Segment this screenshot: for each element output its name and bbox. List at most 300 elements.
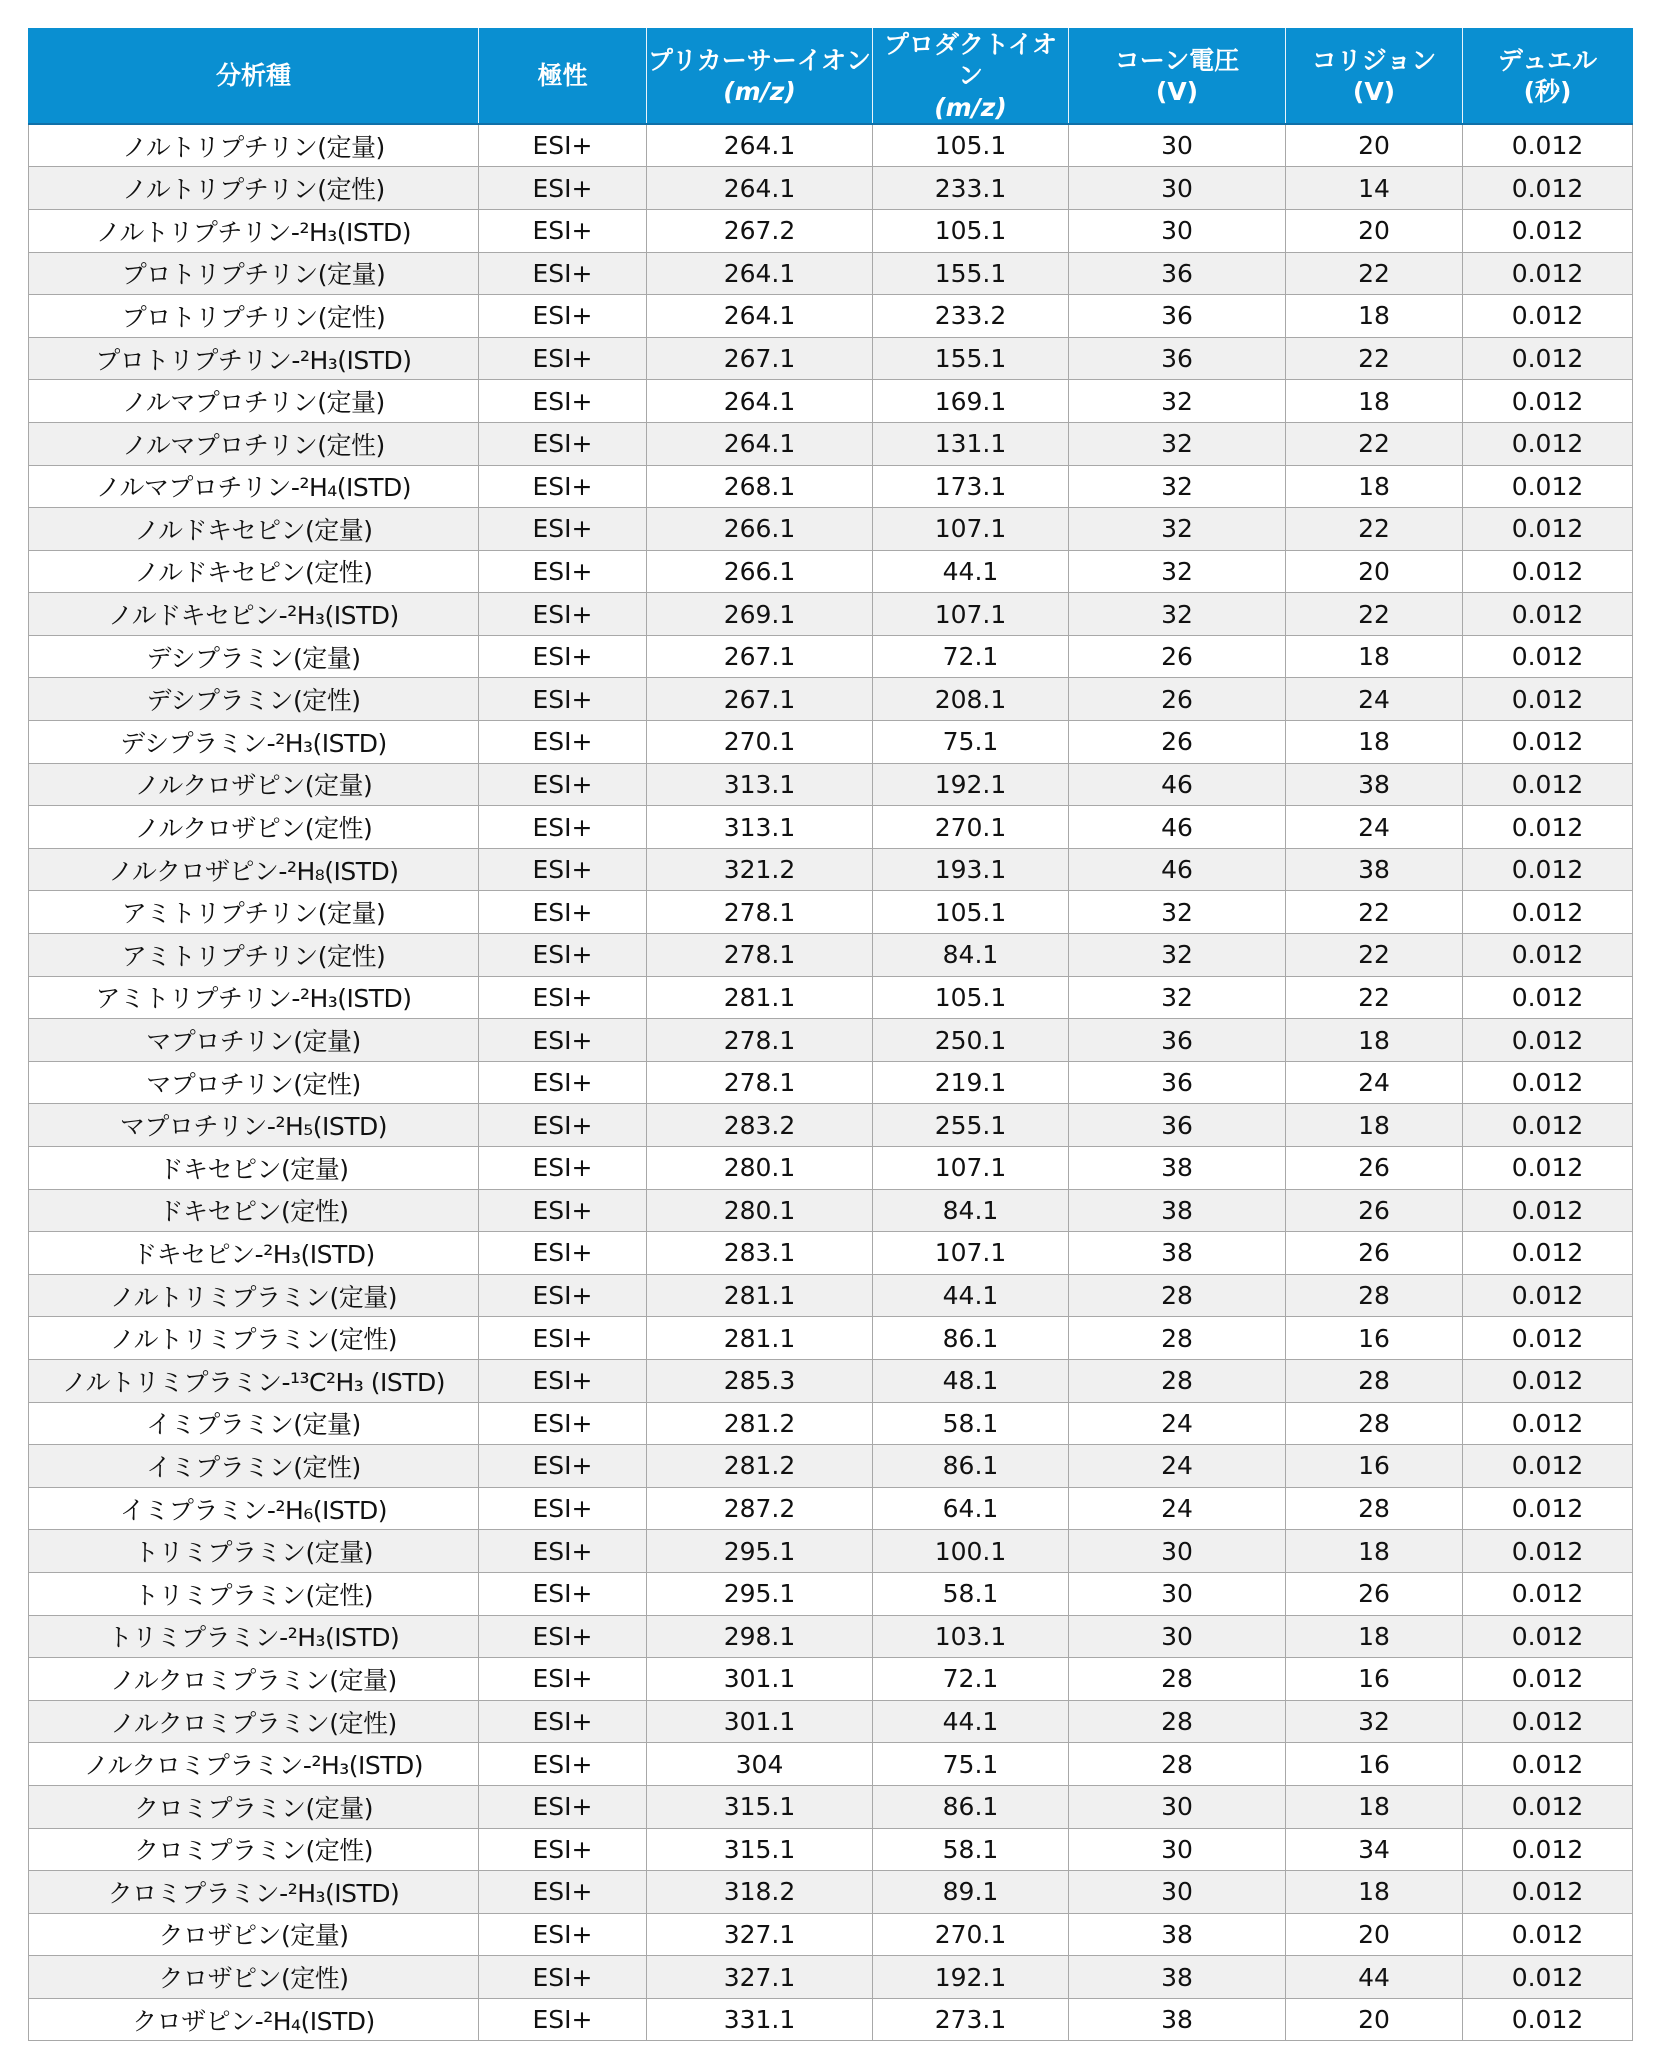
cell-dwell-time: 0.012 xyxy=(1463,508,1633,551)
cell-collision-energy: 22 xyxy=(1286,976,1463,1019)
cell-polarity: ESI+ xyxy=(479,1487,647,1530)
table-row xyxy=(29,1359,1633,1402)
cell-collision-energy: 20 xyxy=(1286,1998,1463,2041)
cell-collision-energy: 18 xyxy=(1286,1871,1463,1914)
cell-dwell-time: 0.012 xyxy=(1463,1615,1633,1658)
cell-dwell-time: 0.012 xyxy=(1463,1019,1633,1062)
cell-product-mz: 233.1 xyxy=(873,167,1069,210)
header-label: プロダクトイオン xyxy=(883,30,1057,91)
cell-product-mz: 270.1 xyxy=(873,1913,1069,1956)
table-body xyxy=(29,124,1633,2041)
cell-product-mz: 44.1 xyxy=(873,1700,1069,1743)
cell-polarity: ESI+ xyxy=(479,508,647,551)
table-row xyxy=(29,1615,1633,1658)
header-unit: (秒) xyxy=(1523,76,1572,106)
cell-product-mz: 75.1 xyxy=(873,721,1069,764)
cell-precursor-mz: 280.1 xyxy=(647,1147,873,1190)
cell-polarity: ESI+ xyxy=(479,763,647,806)
cell-cone-voltage: 36 xyxy=(1069,1104,1286,1147)
cell-product-mz: 155.1 xyxy=(873,337,1069,380)
cell-precursor-mz: 281.1 xyxy=(647,1317,873,1360)
cell-product-mz: 103.1 xyxy=(873,1615,1069,1658)
cell-analyte: アミトリプチリン-²H₃(ISTD) xyxy=(29,976,479,1019)
cell-precursor-mz: 270.1 xyxy=(647,721,873,764)
cell-precursor-mz: 281.2 xyxy=(647,1445,873,1488)
cell-cone-voltage: 36 xyxy=(1069,1061,1286,1104)
cell-precursor-mz: 278.1 xyxy=(647,891,873,934)
cell-precursor-mz: 267.2 xyxy=(647,209,873,252)
cell-cone-voltage: 30 xyxy=(1069,124,1286,167)
table-row xyxy=(29,806,1633,849)
cell-product-mz: 86.1 xyxy=(873,1445,1069,1488)
cell-collision-energy: 20 xyxy=(1286,209,1463,252)
cell-analyte: プロトリプチリン(定量) xyxy=(29,252,479,295)
cell-dwell-time: 0.012 xyxy=(1463,1445,1633,1488)
cell-collision-energy: 18 xyxy=(1286,721,1463,764)
cell-cone-voltage: 26 xyxy=(1069,678,1286,721)
header-label: コリジョン xyxy=(1311,45,1437,75)
cell-precursor-mz: 321.2 xyxy=(647,848,873,891)
cell-product-mz: 86.1 xyxy=(873,1785,1069,1828)
cell-polarity: ESI+ xyxy=(479,1956,647,1999)
header-cone-voltage xyxy=(1069,29,1286,124)
cell-product-mz: 192.1 xyxy=(873,1956,1069,1999)
cell-cone-voltage: 28 xyxy=(1069,1743,1286,1786)
cell-cone-voltage: 46 xyxy=(1069,848,1286,891)
cell-polarity: ESI+ xyxy=(479,209,647,252)
cell-product-mz: 169.1 xyxy=(873,380,1069,423)
header-polarity xyxy=(479,29,647,124)
cell-cone-voltage: 32 xyxy=(1069,934,1286,977)
header-label: コーン電圧 xyxy=(1114,45,1240,75)
table-row xyxy=(29,1572,1633,1615)
cell-collision-energy: 16 xyxy=(1286,1743,1463,1786)
cell-collision-energy: 22 xyxy=(1286,252,1463,295)
cell-collision-energy: 18 xyxy=(1286,635,1463,678)
cell-product-mz: 173.1 xyxy=(873,465,1069,508)
cell-dwell-time: 0.012 xyxy=(1463,763,1633,806)
cell-dwell-time: 0.012 xyxy=(1463,1700,1633,1743)
cell-cone-voltage: 24 xyxy=(1069,1487,1286,1530)
cell-product-mz: 107.1 xyxy=(873,1232,1069,1275)
cell-cone-voltage: 30 xyxy=(1069,1871,1286,1914)
cell-cone-voltage: 28 xyxy=(1069,1317,1286,1360)
cell-product-mz: 155.1 xyxy=(873,252,1069,295)
cell-dwell-time: 0.012 xyxy=(1463,934,1633,977)
cell-collision-energy: 18 xyxy=(1286,380,1463,423)
cell-precursor-mz: 283.1 xyxy=(647,1232,873,1275)
cell-cone-voltage: 30 xyxy=(1069,1530,1286,1573)
cell-analyte: アミトリプチリン(定量) xyxy=(29,891,479,934)
table-row xyxy=(29,1019,1633,1062)
cell-dwell-time: 0.012 xyxy=(1463,1189,1633,1232)
cell-polarity: ESI+ xyxy=(479,295,647,338)
table-row xyxy=(29,1274,1633,1317)
cell-collision-energy: 22 xyxy=(1286,593,1463,636)
table-row xyxy=(29,1743,1633,1786)
cell-collision-energy: 38 xyxy=(1286,763,1463,806)
cell-polarity: ESI+ xyxy=(479,1019,647,1062)
cell-cone-voltage: 28 xyxy=(1069,1274,1286,1317)
cell-dwell-time: 0.012 xyxy=(1463,1658,1633,1701)
cell-polarity: ESI+ xyxy=(479,1530,647,1573)
table-row xyxy=(29,1956,1633,1999)
cell-product-mz: 58.1 xyxy=(873,1402,1069,1445)
table-row xyxy=(29,934,1633,977)
cell-product-mz: 48.1 xyxy=(873,1359,1069,1402)
table-row xyxy=(29,1658,1633,1701)
cell-precursor-mz: 268.1 xyxy=(647,465,873,508)
cell-collision-energy: 22 xyxy=(1286,891,1463,934)
cell-collision-energy: 24 xyxy=(1286,1061,1463,1104)
mrm-parameter-table-container xyxy=(28,28,1632,2041)
cell-polarity: ESI+ xyxy=(479,124,647,167)
cell-collision-energy: 18 xyxy=(1286,1615,1463,1658)
cell-dwell-time: 0.012 xyxy=(1463,1359,1633,1402)
mrm-parameter-table xyxy=(28,28,1633,2041)
cell-collision-energy: 32 xyxy=(1286,1700,1463,1743)
cell-precursor-mz: 301.1 xyxy=(647,1658,873,1701)
cell-product-mz: 208.1 xyxy=(873,678,1069,721)
cell-product-mz: 105.1 xyxy=(873,209,1069,252)
table-row xyxy=(29,1828,1633,1871)
cell-polarity: ESI+ xyxy=(479,380,647,423)
cell-analyte: クロザピン(定量) xyxy=(29,1913,479,1956)
cell-polarity: ESI+ xyxy=(479,1871,647,1914)
cell-analyte: アミトリプチリン(定性) xyxy=(29,934,479,977)
cell-precursor-mz: 295.1 xyxy=(647,1572,873,1615)
cell-product-mz: 105.1 xyxy=(873,124,1069,167)
cell-collision-energy: 18 xyxy=(1286,465,1463,508)
cell-product-mz: 193.1 xyxy=(873,848,1069,891)
cell-polarity: ESI+ xyxy=(479,1615,647,1658)
table-row xyxy=(29,1061,1633,1104)
cell-dwell-time: 0.012 xyxy=(1463,1104,1633,1147)
cell-polarity: ESI+ xyxy=(479,167,647,210)
cell-analyte: マプロチリン(定量) xyxy=(29,1019,479,1062)
cell-cone-voltage: 28 xyxy=(1069,1658,1286,1701)
cell-precursor-mz: 264.1 xyxy=(647,380,873,423)
cell-collision-energy: 16 xyxy=(1286,1317,1463,1360)
cell-analyte: ノルドキセピン-²H₃(ISTD) xyxy=(29,593,479,636)
cell-precursor-mz: 295.1 xyxy=(647,1530,873,1573)
cell-polarity: ESI+ xyxy=(479,1658,647,1701)
cell-dwell-time: 0.012 xyxy=(1463,380,1633,423)
cell-collision-energy: 20 xyxy=(1286,550,1463,593)
table-row xyxy=(29,678,1633,721)
cell-product-mz: 72.1 xyxy=(873,1658,1069,1701)
cell-polarity: ESI+ xyxy=(479,678,647,721)
cell-polarity: ESI+ xyxy=(479,1572,647,1615)
cell-polarity: ESI+ xyxy=(479,593,647,636)
cell-precursor-mz: 266.1 xyxy=(647,508,873,551)
cell-cone-voltage: 30 xyxy=(1069,1828,1286,1871)
cell-precursor-mz: 285.3 xyxy=(647,1359,873,1402)
table-row xyxy=(29,593,1633,636)
cell-dwell-time: 0.012 xyxy=(1463,1317,1633,1360)
cell-collision-energy: 20 xyxy=(1286,1913,1463,1956)
cell-analyte: ドキセピン(定量) xyxy=(29,1147,479,1190)
cell-dwell-time: 0.012 xyxy=(1463,1232,1633,1275)
cell-dwell-time: 0.012 xyxy=(1463,891,1633,934)
cell-polarity: ESI+ xyxy=(479,337,647,380)
cell-precursor-mz: 287.2 xyxy=(647,1487,873,1530)
cell-collision-energy: 28 xyxy=(1286,1487,1463,1530)
cell-dwell-time: 0.012 xyxy=(1463,1998,1633,2041)
cell-analyte: トリミプラミン(定性) xyxy=(29,1572,479,1615)
table-row xyxy=(29,465,1633,508)
header-precursor-ion xyxy=(647,29,873,124)
cell-dwell-time: 0.012 xyxy=(1463,806,1633,849)
cell-dwell-time: 0.012 xyxy=(1463,167,1633,210)
cell-collision-energy: 18 xyxy=(1286,1785,1463,1828)
cell-analyte: ノルクロザピン(定性) xyxy=(29,806,479,849)
header-collision xyxy=(1286,29,1463,124)
header-unit: (m/z) xyxy=(934,92,1007,122)
cell-product-mz: 64.1 xyxy=(873,1487,1069,1530)
table-row xyxy=(29,1445,1633,1488)
cell-precursor-mz: 264.1 xyxy=(647,252,873,295)
cell-analyte: ノルマプロチリン(定量) xyxy=(29,380,479,423)
cell-cone-voltage: 38 xyxy=(1069,1189,1286,1232)
cell-polarity: ESI+ xyxy=(479,1232,647,1275)
cell-cone-voltage: 36 xyxy=(1069,1019,1286,1062)
cell-cone-voltage: 38 xyxy=(1069,1232,1286,1275)
cell-collision-energy: 18 xyxy=(1286,295,1463,338)
table-row xyxy=(29,1189,1633,1232)
cell-dwell-time: 0.012 xyxy=(1463,635,1633,678)
cell-dwell-time: 0.012 xyxy=(1463,848,1633,891)
cell-polarity: ESI+ xyxy=(479,934,647,977)
cell-cone-voltage: 30 xyxy=(1069,1785,1286,1828)
cell-dwell-time: 0.012 xyxy=(1463,1402,1633,1445)
cell-analyte: プロトリプチリン-²H₃(ISTD) xyxy=(29,337,479,380)
cell-dwell-time: 0.012 xyxy=(1463,295,1633,338)
cell-analyte: ノルクロミプラミン(定性) xyxy=(29,1700,479,1743)
cell-dwell-time: 0.012 xyxy=(1463,1530,1633,1573)
cell-analyte: ノルクロザピン-²H₈(ISTD) xyxy=(29,848,479,891)
cell-polarity: ESI+ xyxy=(479,635,647,678)
table-row xyxy=(29,1487,1633,1530)
cell-analyte: ノルクロザピン(定量) xyxy=(29,763,479,806)
cell-analyte: イミプラミン(定量) xyxy=(29,1402,479,1445)
table-row xyxy=(29,1700,1633,1743)
cell-collision-energy: 26 xyxy=(1286,1572,1463,1615)
header-unit: (V) xyxy=(1155,76,1199,106)
cell-cone-voltage: 36 xyxy=(1069,252,1286,295)
table-row xyxy=(29,1871,1633,1914)
cell-collision-energy: 16 xyxy=(1286,1658,1463,1701)
cell-dwell-time: 0.012 xyxy=(1463,465,1633,508)
cell-precursor-mz: 280.1 xyxy=(647,1189,873,1232)
cell-analyte: ノルトリプチリン(定性) xyxy=(29,167,479,210)
cell-collision-energy: 22 xyxy=(1286,934,1463,977)
cell-product-mz: 44.1 xyxy=(873,1274,1069,1317)
cell-precursor-mz: 315.1 xyxy=(647,1785,873,1828)
header-row xyxy=(29,29,1633,124)
table-row xyxy=(29,1785,1633,1828)
cell-precursor-mz: 281.1 xyxy=(647,1274,873,1317)
cell-cone-voltage: 38 xyxy=(1069,1913,1286,1956)
header-dwell xyxy=(1463,29,1633,124)
cell-analyte: ノルマプロチリン-²H₄(ISTD) xyxy=(29,465,479,508)
cell-dwell-time: 0.012 xyxy=(1463,721,1633,764)
cell-polarity: ESI+ xyxy=(479,848,647,891)
cell-analyte: トリミプラミン(定量) xyxy=(29,1530,479,1573)
cell-polarity: ESI+ xyxy=(479,1743,647,1786)
cell-analyte: クロミプラミン(定量) xyxy=(29,1785,479,1828)
cell-polarity: ESI+ xyxy=(479,721,647,764)
cell-product-mz: 219.1 xyxy=(873,1061,1069,1104)
cell-analyte: ノルクロミプラミン-²H₃(ISTD) xyxy=(29,1743,479,1786)
cell-product-mz: 84.1 xyxy=(873,934,1069,977)
cell-product-mz: 86.1 xyxy=(873,1317,1069,1360)
cell-dwell-time: 0.012 xyxy=(1463,1871,1633,1914)
cell-polarity: ESI+ xyxy=(479,1445,647,1488)
cell-precursor-mz: 313.1 xyxy=(647,806,873,849)
cell-precursor-mz: 304 xyxy=(647,1743,873,1786)
cell-precursor-mz: 264.1 xyxy=(647,167,873,210)
cell-cone-voltage: 30 xyxy=(1069,209,1286,252)
cell-dwell-time: 0.012 xyxy=(1463,976,1633,1019)
cell-dwell-time: 0.012 xyxy=(1463,1061,1633,1104)
cell-dwell-time: 0.012 xyxy=(1463,124,1633,167)
cell-dwell-time: 0.012 xyxy=(1463,209,1633,252)
cell-analyte: マプロチリン-²H₅(ISTD) xyxy=(29,1104,479,1147)
cell-collision-energy: 28 xyxy=(1286,1359,1463,1402)
cell-analyte: ノルドキセピン(定量) xyxy=(29,508,479,551)
header-label: デュエル xyxy=(1497,45,1598,75)
cell-cone-voltage: 36 xyxy=(1069,295,1286,338)
cell-collision-energy: 38 xyxy=(1286,848,1463,891)
cell-polarity: ESI+ xyxy=(479,1274,647,1317)
table-row xyxy=(29,1402,1633,1445)
cell-analyte: クロザピン-²H₄(ISTD) xyxy=(29,1998,479,2041)
table-row xyxy=(29,1530,1633,1573)
cell-collision-energy: 24 xyxy=(1286,678,1463,721)
cell-precursor-mz: 269.1 xyxy=(647,593,873,636)
cell-polarity: ESI+ xyxy=(479,1913,647,1956)
cell-analyte: トリミプラミン-²H₃(ISTD) xyxy=(29,1615,479,1658)
table-header xyxy=(29,29,1633,124)
cell-product-mz: 100.1 xyxy=(873,1530,1069,1573)
cell-precursor-mz: 267.1 xyxy=(647,635,873,678)
cell-cone-voltage: 24 xyxy=(1069,1445,1286,1488)
cell-collision-energy: 18 xyxy=(1286,1104,1463,1147)
cell-product-mz: 107.1 xyxy=(873,508,1069,551)
cell-collision-energy: 28 xyxy=(1286,1274,1463,1317)
cell-cone-voltage: 30 xyxy=(1069,1615,1286,1658)
cell-precursor-mz: 298.1 xyxy=(647,1615,873,1658)
cell-collision-energy: 18 xyxy=(1286,1530,1463,1573)
cell-collision-energy: 20 xyxy=(1286,124,1463,167)
cell-precursor-mz: 264.1 xyxy=(647,124,873,167)
cell-analyte: イミプラミン(定性) xyxy=(29,1445,479,1488)
cell-product-mz: 273.1 xyxy=(873,1998,1069,2041)
cell-dwell-time: 0.012 xyxy=(1463,1785,1633,1828)
cell-dwell-time: 0.012 xyxy=(1463,550,1633,593)
cell-product-mz: 58.1 xyxy=(873,1572,1069,1615)
table-row xyxy=(29,380,1633,423)
table-row xyxy=(29,124,1633,167)
cell-polarity: ESI+ xyxy=(479,976,647,1019)
cell-collision-energy: 28 xyxy=(1286,1402,1463,1445)
cell-polarity: ESI+ xyxy=(479,1700,647,1743)
cell-cone-voltage: 32 xyxy=(1069,465,1286,508)
cell-polarity: ESI+ xyxy=(479,422,647,465)
cell-analyte: デシプラミン-²H₃(ISTD) xyxy=(29,721,479,764)
cell-product-mz: 233.2 xyxy=(873,295,1069,338)
cell-collision-energy: 22 xyxy=(1286,422,1463,465)
cell-precursor-mz: 315.1 xyxy=(647,1828,873,1871)
cell-precursor-mz: 266.1 xyxy=(647,550,873,593)
cell-dwell-time: 0.012 xyxy=(1463,1147,1633,1190)
cell-polarity: ESI+ xyxy=(479,550,647,593)
header-label: 分析種 xyxy=(215,61,291,91)
cell-precursor-mz: 318.2 xyxy=(647,1871,873,1914)
cell-collision-energy: 22 xyxy=(1286,337,1463,380)
header-label: プリカーサーイオン xyxy=(647,45,871,75)
cell-product-mz: 250.1 xyxy=(873,1019,1069,1062)
cell-cone-voltage: 28 xyxy=(1069,1359,1286,1402)
cell-polarity: ESI+ xyxy=(479,1317,647,1360)
cell-dwell-time: 0.012 xyxy=(1463,1274,1633,1317)
cell-cone-voltage: 38 xyxy=(1069,1956,1286,1999)
cell-precursor-mz: 278.1 xyxy=(647,1019,873,1062)
cell-product-mz: 107.1 xyxy=(873,593,1069,636)
cell-dwell-time: 0.012 xyxy=(1463,1956,1633,1999)
cell-product-mz: 72.1 xyxy=(873,635,1069,678)
cell-precursor-mz: 267.1 xyxy=(647,678,873,721)
cell-analyte: ノルトリミプラミン(定性) xyxy=(29,1317,479,1360)
table-row xyxy=(29,209,1633,252)
cell-dwell-time: 0.012 xyxy=(1463,1743,1633,1786)
cell-analyte: デシプラミン(定量) xyxy=(29,635,479,678)
cell-analyte: プロトリプチリン(定性) xyxy=(29,295,479,338)
cell-dwell-time: 0.012 xyxy=(1463,422,1633,465)
cell-collision-energy: 24 xyxy=(1286,806,1463,849)
cell-analyte: イミプラミン-²H₆(ISTD) xyxy=(29,1487,479,1530)
cell-dwell-time: 0.012 xyxy=(1463,252,1633,295)
table-row xyxy=(29,763,1633,806)
cell-polarity: ESI+ xyxy=(479,891,647,934)
cell-analyte: ノルトリミプラミン-¹³C²H₃ (ISTD) xyxy=(29,1359,479,1402)
table-row xyxy=(29,1317,1633,1360)
cell-cone-voltage: 36 xyxy=(1069,337,1286,380)
cell-precursor-mz: 281.2 xyxy=(647,1402,873,1445)
cell-cone-voltage: 32 xyxy=(1069,550,1286,593)
header-product-ion xyxy=(873,29,1069,124)
table-row xyxy=(29,848,1633,891)
cell-polarity: ESI+ xyxy=(479,1147,647,1190)
cell-precursor-mz: 313.1 xyxy=(647,763,873,806)
table-row xyxy=(29,252,1633,295)
cell-dwell-time: 0.012 xyxy=(1463,1487,1633,1530)
cell-precursor-mz: 327.1 xyxy=(647,1956,873,1999)
table-row xyxy=(29,508,1633,551)
table-row xyxy=(29,635,1633,678)
table-row xyxy=(29,167,1633,210)
cell-polarity: ESI+ xyxy=(479,1785,647,1828)
cell-polarity: ESI+ xyxy=(479,1998,647,2041)
cell-precursor-mz: 281.1 xyxy=(647,976,873,1019)
table-row xyxy=(29,1998,1633,2041)
cell-cone-voltage: 38 xyxy=(1069,1147,1286,1190)
table-row xyxy=(29,422,1633,465)
cell-cone-voltage: 46 xyxy=(1069,763,1286,806)
cell-collision-energy: 26 xyxy=(1286,1232,1463,1275)
cell-polarity: ESI+ xyxy=(479,1359,647,1402)
